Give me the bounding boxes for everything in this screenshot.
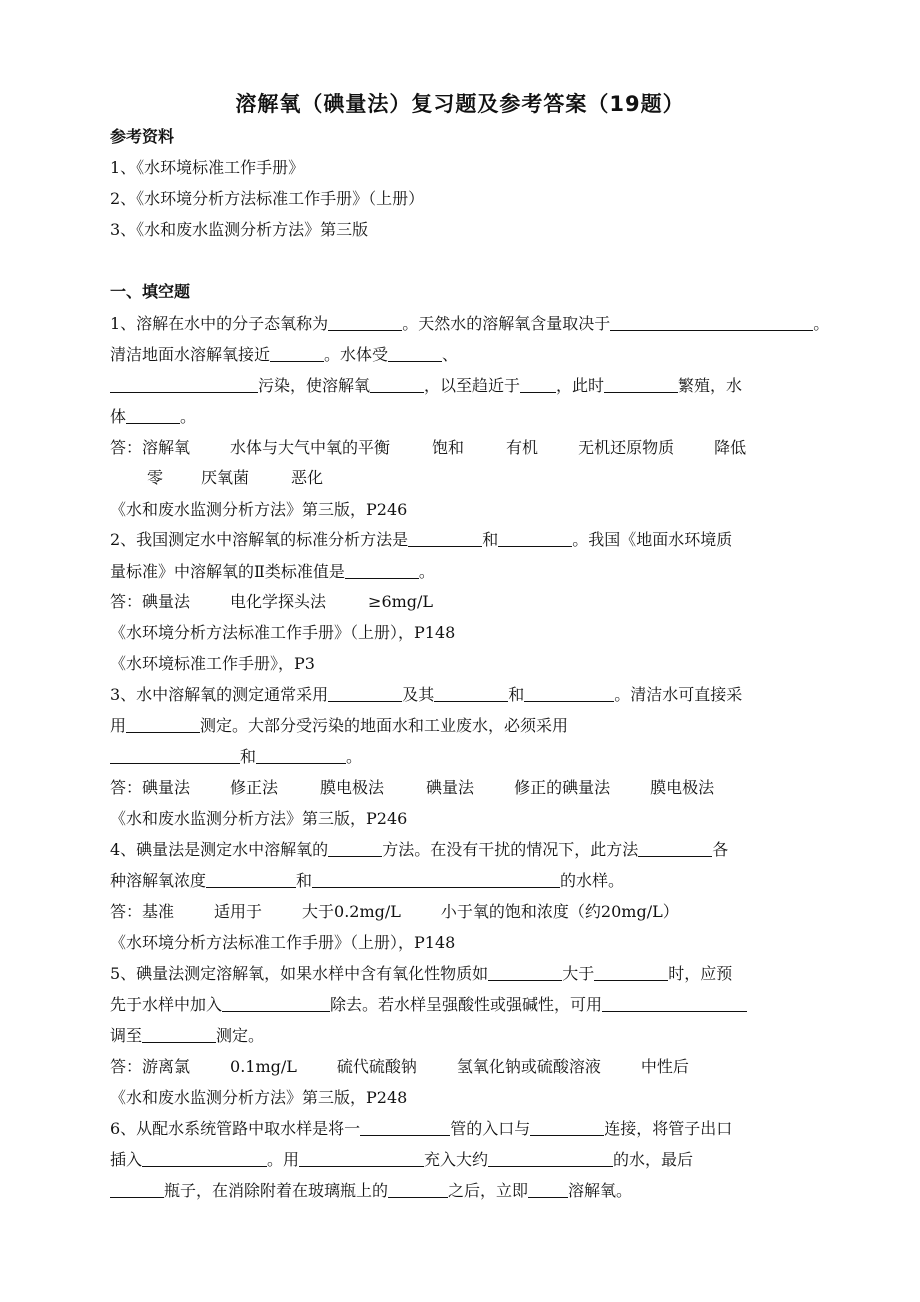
answer-item: 答：碘量法 [110, 778, 191, 797]
section-heading: 一、填空题 [110, 282, 191, 301]
question-text: 的水，最后 [613, 1150, 694, 1169]
question-text: 瓶子，在消除附着在玻璃瓶上的 [164, 1181, 389, 1200]
answer-line [110, 901, 830, 923]
answer-source: 《水和废水监测分析方法》第三版，P246 [110, 500, 408, 519]
answer-blank [328, 313, 402, 331]
question-text: 4、碘量法是测定水中溶解氧的 [110, 840, 329, 859]
answer-blank [312, 870, 560, 888]
question-text: 污染，使溶解氧 [258, 376, 371, 395]
answer-item: 小于氧的饱和浓度（约20mg/L） [440, 902, 679, 921]
question-text: 1、溶解在水中的分子态氧称为 [110, 314, 329, 333]
question-text: 、 [442, 345, 459, 364]
references-heading: 参考资料 [110, 127, 175, 146]
answer-blank [142, 1149, 267, 1167]
answer-blank [520, 375, 556, 393]
question-3-line [110, 684, 830, 706]
question-text: 。 [813, 314, 830, 333]
question-text: 及其 [402, 685, 435, 704]
answer-blank [126, 715, 200, 733]
question-5-line [110, 963, 830, 985]
answer-item: 0.1mg/L [230, 1057, 297, 1076]
question-text: 。 [418, 562, 435, 581]
answer-item: 答：溶解氧 [110, 438, 191, 457]
answer-blank [488, 963, 562, 981]
answer-blank [388, 1180, 448, 1198]
answer-blank [610, 313, 813, 331]
answer-line [110, 1056, 830, 1078]
question-6-line [110, 1180, 830, 1202]
answer-source: 《水和废水监测分析方法》第三版，P246 [110, 809, 408, 828]
answer-blank [488, 1149, 613, 1167]
answer-line [110, 437, 830, 459]
answer-blank [206, 870, 296, 888]
answer-blank [256, 746, 346, 764]
answer-blank [370, 375, 424, 393]
question-text: 各 [712, 840, 729, 859]
question-text: 和 [508, 685, 525, 704]
question-text: 用 [110, 716, 127, 735]
answer-source: 《水和废水监测分析方法》第三版，P248 [110, 1088, 408, 1107]
question-text: 体 [110, 407, 127, 426]
question-text: 和 [482, 530, 499, 549]
answer-blank [328, 839, 382, 857]
answer-item: 中性后 [640, 1057, 689, 1076]
answer-blank [408, 529, 482, 547]
answer-blank [110, 1180, 164, 1198]
answer-item: 修正的碘量法 [514, 778, 611, 797]
question-text: 管的入口与 [450, 1119, 531, 1138]
question-5-line [110, 1025, 830, 1047]
answer-item: 硫代硫酸钠 [336, 1057, 417, 1076]
page-title: 溶解氧（碘量法）复习题及参考答案（19题） [235, 92, 685, 116]
answer-blank [524, 684, 614, 702]
question-text: 之后，立即 [448, 1181, 529, 1200]
question-4-line [110, 870, 830, 892]
question-text: 和 [296, 871, 313, 890]
answer-item: 厌氧菌 [201, 468, 250, 487]
question-text: 清洁地面水溶解氧接近 [110, 345, 271, 364]
question-text: 。用 [267, 1150, 300, 1169]
answer-blank [604, 375, 678, 393]
answer-item: 答：游离氯 [110, 1057, 191, 1076]
answer-line [110, 777, 830, 799]
answer-item: 大于0.2mg/L [302, 902, 401, 921]
reference-item: 1、《水环境标准工作手册》 [110, 158, 305, 177]
answer-blank [222, 994, 330, 1012]
question-text: 2、我国测定水中溶解氧的标准分析方法是 [110, 530, 409, 549]
answer-item: ≥6mg/L [368, 592, 434, 611]
answer-blank [594, 963, 668, 981]
question-text: 除去。若水样呈强酸性或强碱性，可用 [330, 995, 603, 1014]
answer-item: 饱和 [432, 438, 465, 457]
question-text: 调至 [110, 1026, 143, 1045]
question-text: 充入大约 [424, 1150, 489, 1169]
question-text: ，以至趋近于 [424, 376, 521, 395]
question-text: 3、水中溶解氧的测定通常采用 [110, 685, 329, 704]
question-text: 种溶解氧浓度 [110, 871, 207, 890]
question-text: 连接，将管子出口 [604, 1119, 733, 1138]
question-4-line [110, 839, 830, 861]
answer-item: 电化学探头法 [230, 592, 327, 611]
question-3-line [110, 715, 830, 737]
question-text: 和 [240, 747, 257, 766]
answer-source: 《水环境标准工作手册》，P3 [110, 654, 315, 673]
reference-item: 2、《水环境分析方法标准工作手册》（上册） [110, 189, 425, 208]
answer-blank [528, 1180, 568, 1198]
answer-item: 碘量法 [426, 778, 475, 797]
reference-item: 3、《水和废水监测分析方法》第三版 [110, 220, 369, 239]
answer-blank [530, 1118, 604, 1136]
question-1-line [110, 344, 830, 366]
answer-item: 恶化 [291, 468, 324, 487]
answer-item: 膜电极法 [650, 778, 715, 797]
answer-source: 《水环境分析方法标准工作手册》（上册），P148 [110, 623, 456, 642]
answer-line [110, 591, 830, 613]
answer-blank [110, 746, 240, 764]
answer-item: 水体与大气中氧的平衡 [230, 438, 391, 457]
question-text: ，此时 [556, 376, 605, 395]
answer-item: 无机还原物质 [578, 438, 675, 457]
question-text: 大于 [562, 964, 595, 983]
answer-item: 零 [147, 468, 164, 487]
question-6-line [110, 1149, 830, 1171]
answer-blank [110, 375, 258, 393]
question-2-line [110, 561, 830, 583]
question-6-line [110, 1118, 830, 1140]
answer-blank [299, 1149, 424, 1167]
answer-item: 答：碘量法 [110, 592, 191, 611]
question-text: 繁殖，水 [678, 376, 743, 395]
answer-blank [498, 529, 572, 547]
question-text: 的水样。 [560, 871, 625, 890]
answer-blank [602, 994, 747, 1012]
question-text: 5、碘量法测定溶解氧，如果水样中含有氧化性物质如 [110, 964, 489, 983]
answer-item: 适用于 [214, 902, 263, 921]
question-text: 测定。大部分受污染的地面水和工业废水，必须采用 [200, 716, 569, 735]
answer-blank [328, 684, 402, 702]
answer-blank [360, 1118, 450, 1136]
answer-blank [345, 561, 419, 579]
answer-blank [388, 344, 442, 362]
question-text: 方法。在没有干扰的情况下，此方法 [382, 840, 639, 859]
question-text: 。水体受 [324, 345, 389, 364]
answer-item: 膜电极法 [320, 778, 385, 797]
answer-blank [270, 344, 324, 362]
answer-line [147, 467, 867, 489]
answer-item: 有机 [506, 438, 539, 457]
question-text: 6、从配水系统管路中取水样是将一 [110, 1119, 361, 1138]
question-text: 。 [180, 407, 197, 426]
question-text: 。 [346, 747, 363, 766]
question-text: 。我国《地面水环境质 [572, 530, 733, 549]
answer-item: 答：基准 [110, 902, 175, 921]
question-text: 。天然水的溶解氧含量取决于 [402, 314, 611, 333]
question-2-line [110, 529, 830, 551]
question-3-line [110, 746, 830, 768]
question-text: 溶解氧。 [568, 1181, 633, 1200]
question-text: 时，应预 [668, 964, 733, 983]
answer-blank [638, 839, 712, 857]
answer-item: 氢氧化钠或硫酸溶液 [456, 1057, 601, 1076]
question-5-line [110, 994, 830, 1016]
question-text: 测定。 [216, 1026, 265, 1045]
answer-blank [126, 406, 180, 424]
question-text: 。清洁水可直接采 [614, 685, 743, 704]
answer-blank [434, 684, 508, 702]
question-text: 量标准》中溶解氧的Ⅱ类标准值是 [110, 562, 345, 581]
question-text: 先于水样中加入 [110, 995, 223, 1014]
question-1-line [110, 406, 830, 428]
answer-item: 修正法 [230, 778, 279, 797]
answer-source: 《水环境分析方法标准工作手册》（上册），P148 [110, 933, 456, 952]
answer-item: 降低 [714, 438, 747, 457]
answer-blank [142, 1025, 216, 1043]
question-text: 插入 [110, 1150, 143, 1169]
question-1-line [110, 313, 830, 335]
question-1-line [110, 375, 830, 397]
